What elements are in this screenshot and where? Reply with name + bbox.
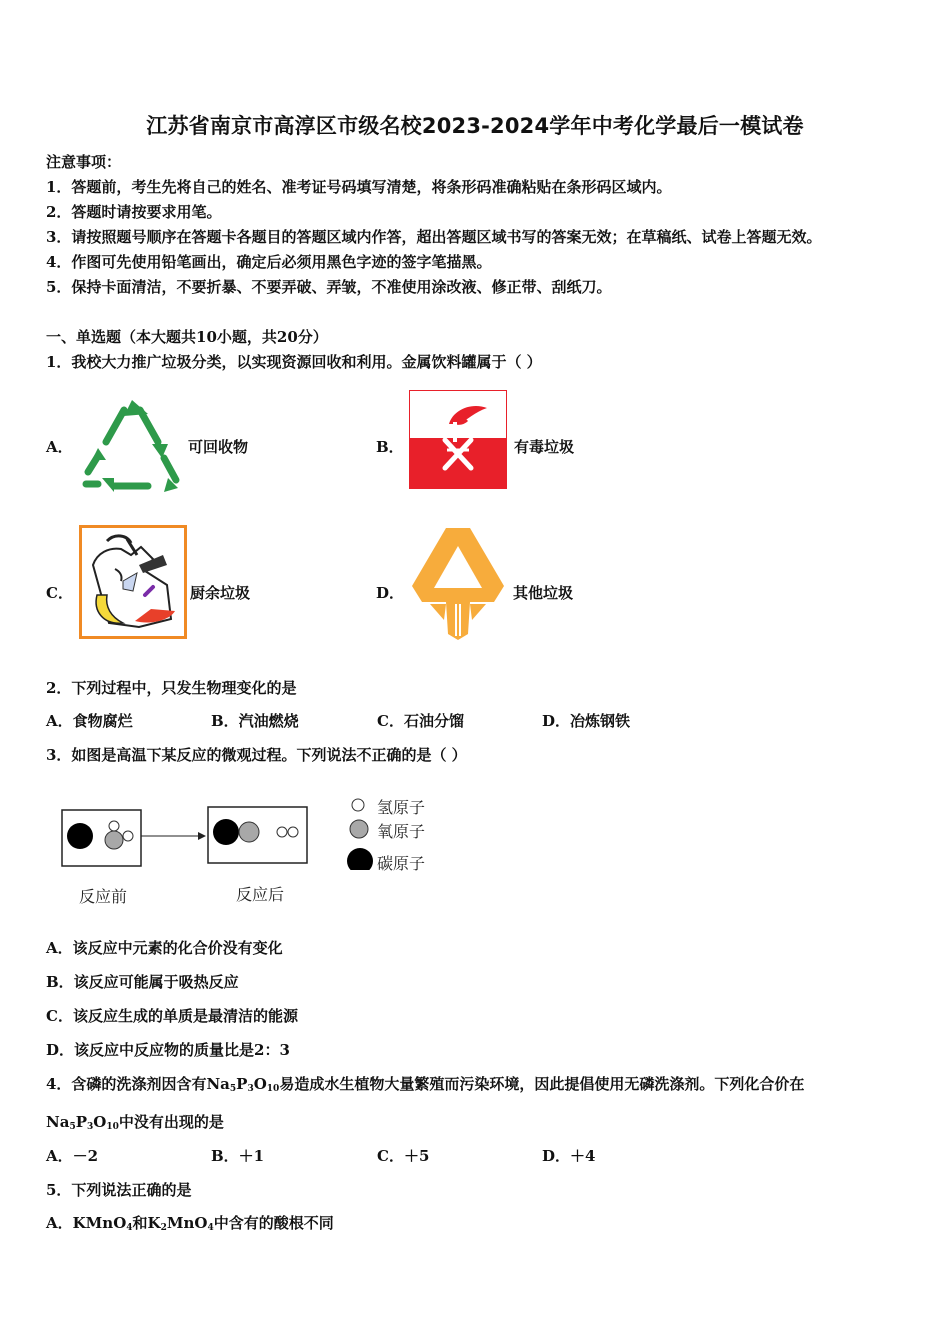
q2-stem: 2．下列过程中，只发生物理变化的是 — [46, 679, 297, 697]
q3-option-a: A．该反应中元素的化合价没有变化 — [46, 939, 283, 957]
q4-line2-suffix: 中没有出现的是 — [118, 1113, 224, 1131]
legend-hydrogen: 氢原子 — [377, 798, 426, 817]
q5-stem: 5．下列说法正确的是 — [46, 1181, 192, 1199]
q2-option-d: D．冶炼钢铁 — [542, 712, 631, 730]
q1-option-d-letter: D． — [376, 584, 405, 602]
toxic-waste-icon — [409, 390, 507, 489]
q4-stem-suffix: 易造成水生植物大量繁殖而污染环境，因此提倡使用无磷洗涤剂。下列化合价在 — [279, 1075, 805, 1093]
other-waste-icon — [410, 524, 506, 640]
notice-item-1: 1．答题前，考生先将自己的姓名、准考证号码填写清楚，将条形码准确粘贴在条形码区域内。 — [46, 178, 672, 196]
q1-option-a-label: 可回收物 — [188, 438, 249, 456]
q3-option-c: C．该反应生成的单质是最清洁的能源 — [46, 1007, 298, 1025]
q1-option-a-letter: A． — [46, 438, 73, 456]
q4-stem-line1 — [46, 1074, 804, 1099]
q3-option-b: B．该反应可能属于吸热反应 — [46, 973, 239, 991]
q1-option-c-letter: C． — [46, 584, 73, 602]
notice-item-5: 5．保持卡面清洁，不要折暴、不要弄破、弄皱，不准使用涂改液、修正带、刮纸刀。 — [46, 278, 612, 296]
notice-heading: 注意事项： — [46, 153, 122, 171]
q2-option-b: B．汽油燃烧 — [211, 712, 299, 730]
q4-stem-prefix: 4．含磷的洗涤剂因含有 — [46, 1075, 207, 1093]
after-label: 反应后 — [236, 885, 285, 904]
q4-formula-2: $Na_5P_3O_{10}$ — [46, 1113, 119, 1132]
q3-option-d: D．该反应中反应物的质量比是2：3 — [46, 1041, 290, 1059]
recycle-icon — [78, 398, 186, 494]
q5-option-a: A．KMnO$_4$和$K_2MnO_4$中含有的酸根不同 — [46, 1214, 334, 1233]
q1-option-b-label: 有毒垃圾 — [514, 438, 575, 456]
q4-formula: $Na_5P_3O_{10}$ — [206, 1075, 280, 1094]
page-title: 江苏省南京市高淳区市级名校2023-2024学年中考化学最后一模试卷 — [146, 114, 804, 138]
q1-option-d-label: 其他垃圾 — [513, 584, 574, 602]
q2-option-c: C．石油分馏 — [377, 712, 464, 730]
legend-oxygen: 氧原子 — [377, 822, 426, 841]
q4-option-a: A．－2 — [46, 1147, 99, 1165]
q1-stem: 1．我校大力推广垃圾分类，以实现资源回收和利用。金属饮料罐属于（ ） — [46, 353, 542, 371]
legend-carbon: 碳原子 — [377, 854, 426, 873]
notice-item-4: 4．作图可先使用铅笔画出，确定后必须用黑色字迹的签字笔描黑。 — [46, 253, 492, 271]
q1-option-c-label: 厨余垃圾 — [190, 584, 251, 602]
q2-option-a: A．食物腐烂 — [46, 712, 133, 730]
q4-option-d: D．＋4 — [542, 1147, 596, 1165]
kitchen-waste-icon — [79, 525, 187, 639]
q4-option-b: B．＋1 — [211, 1147, 265, 1165]
q4-option-c: C．＋5 — [377, 1147, 430, 1165]
before-label: 反应前 — [79, 887, 128, 906]
q3-stem: 3．如图是高温下某反应的微观过程。下列说法不正确的是（ ） — [46, 746, 467, 764]
q4-stem-line2 — [46, 1112, 224, 1137]
notice-item-2: 2．答题时请按要求用笔。 — [46, 203, 222, 221]
notice-item-3: 3．请按照题号顺序在答题卡各题目的答题区域内作答，超出答题区域书写的答案无效；在草稿纸、试卷上答题无效。 — [46, 228, 822, 246]
q1-option-b-letter: B． — [376, 438, 404, 456]
section-heading: 一、单选题（本大题共10小题，共20分） — [46, 328, 328, 346]
